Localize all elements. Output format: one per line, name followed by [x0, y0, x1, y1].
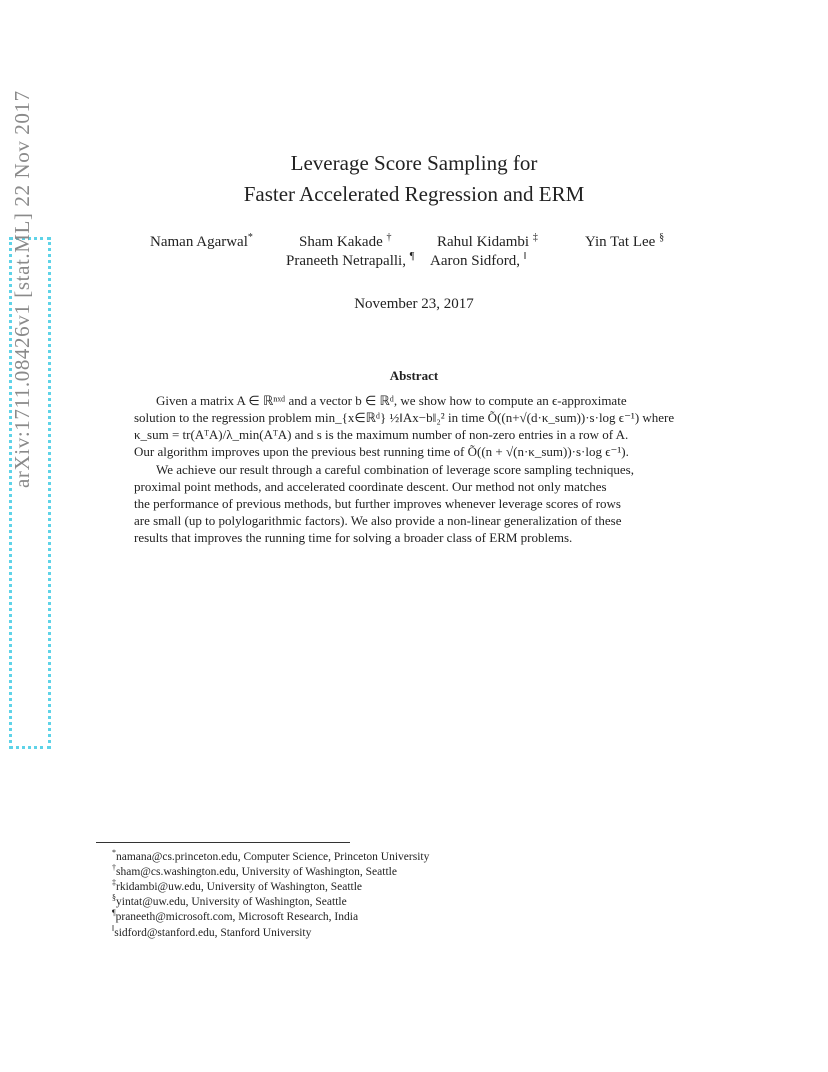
abstract-line: Our algorithm improves upon the previous best running time of Õ((n + √(n·κ_sum))·s·log ϵ⁻¹). [134, 444, 629, 459]
author-5: Praneeth Netrapalli, ¶ [286, 251, 415, 269]
author-1: Naman Agarwal* [150, 232, 253, 250]
footnote-4: §yintat@uw.edu, University of Washington, Seattle [112, 893, 347, 908]
paper-title-line-1: Leverage Score Sampling for [290, 151, 538, 175]
abstract-line: are small (up to polylogarithmic factors). We also provide a non-linear generalization of these [134, 513, 622, 528]
abstract-line: solution to the regression problem min_{x∈ℝᵈ} ½‖Ax−b‖₂² in time Õ((n+√(d·κ_sum))·s·log ϵ⁻¹) where [134, 410, 675, 425]
paper-date: November 23, 2017 [354, 296, 474, 312]
footnote-2: †sham@cs.washington.edu, University of Washington, Seattle [112, 863, 397, 878]
abstract-line: κ_sum = tr(AᵀA)/λ_min(AᵀA) and s is the maximum number of non-zero entries in a row of A. [134, 427, 629, 442]
arxiv-stamp-text: arXiv:1711.08426v1 [stat.ML] 22 Nov 2017 [10, 90, 34, 488]
abstract-line: proximal point methods, and accelerated coordinate descent. Our method not only matches [134, 479, 607, 494]
abstract-line: We achieve our result through a careful combination of leverage score sampling techniques, [156, 462, 634, 477]
footnote-6: ‖sidford@stanford.edu, Stanford University [112, 924, 312, 939]
paper-title-line-2: Faster Accelerated Regression and ERM [243, 182, 585, 206]
footnote-5: ¶praneeth@microsoft.com, Microsoft Research, India [112, 908, 359, 923]
footnote-1: *namana@cs.princeton.edu, Computer Science, Princeton University [112, 848, 430, 863]
author-3: Rahul Kidambi ‡ [437, 232, 538, 250]
abstract-line: Given a matrix A ∈ ℝⁿˣᵈ and a vector b ∈ ℝᵈ, we show how to compute an ϵ-approximate [156, 393, 627, 408]
abstract-line: the performance of previous methods, but further improves whenever leverage scores of rows [134, 496, 621, 511]
author-4: Yin Tat Lee § [585, 232, 665, 250]
footnote-3: ‡rkidambi@uw.edu, University of Washington, Seattle [112, 878, 363, 893]
abstract-heading: Abstract [389, 368, 439, 383]
abstract-line: results that improves the running time for solving a broader class of ERM problems. [134, 530, 573, 545]
author-6: Aaron Sidford, ‖ [430, 251, 527, 269]
footnote-rule [96, 842, 350, 843]
author-2: Sham Kakade † [299, 232, 392, 250]
